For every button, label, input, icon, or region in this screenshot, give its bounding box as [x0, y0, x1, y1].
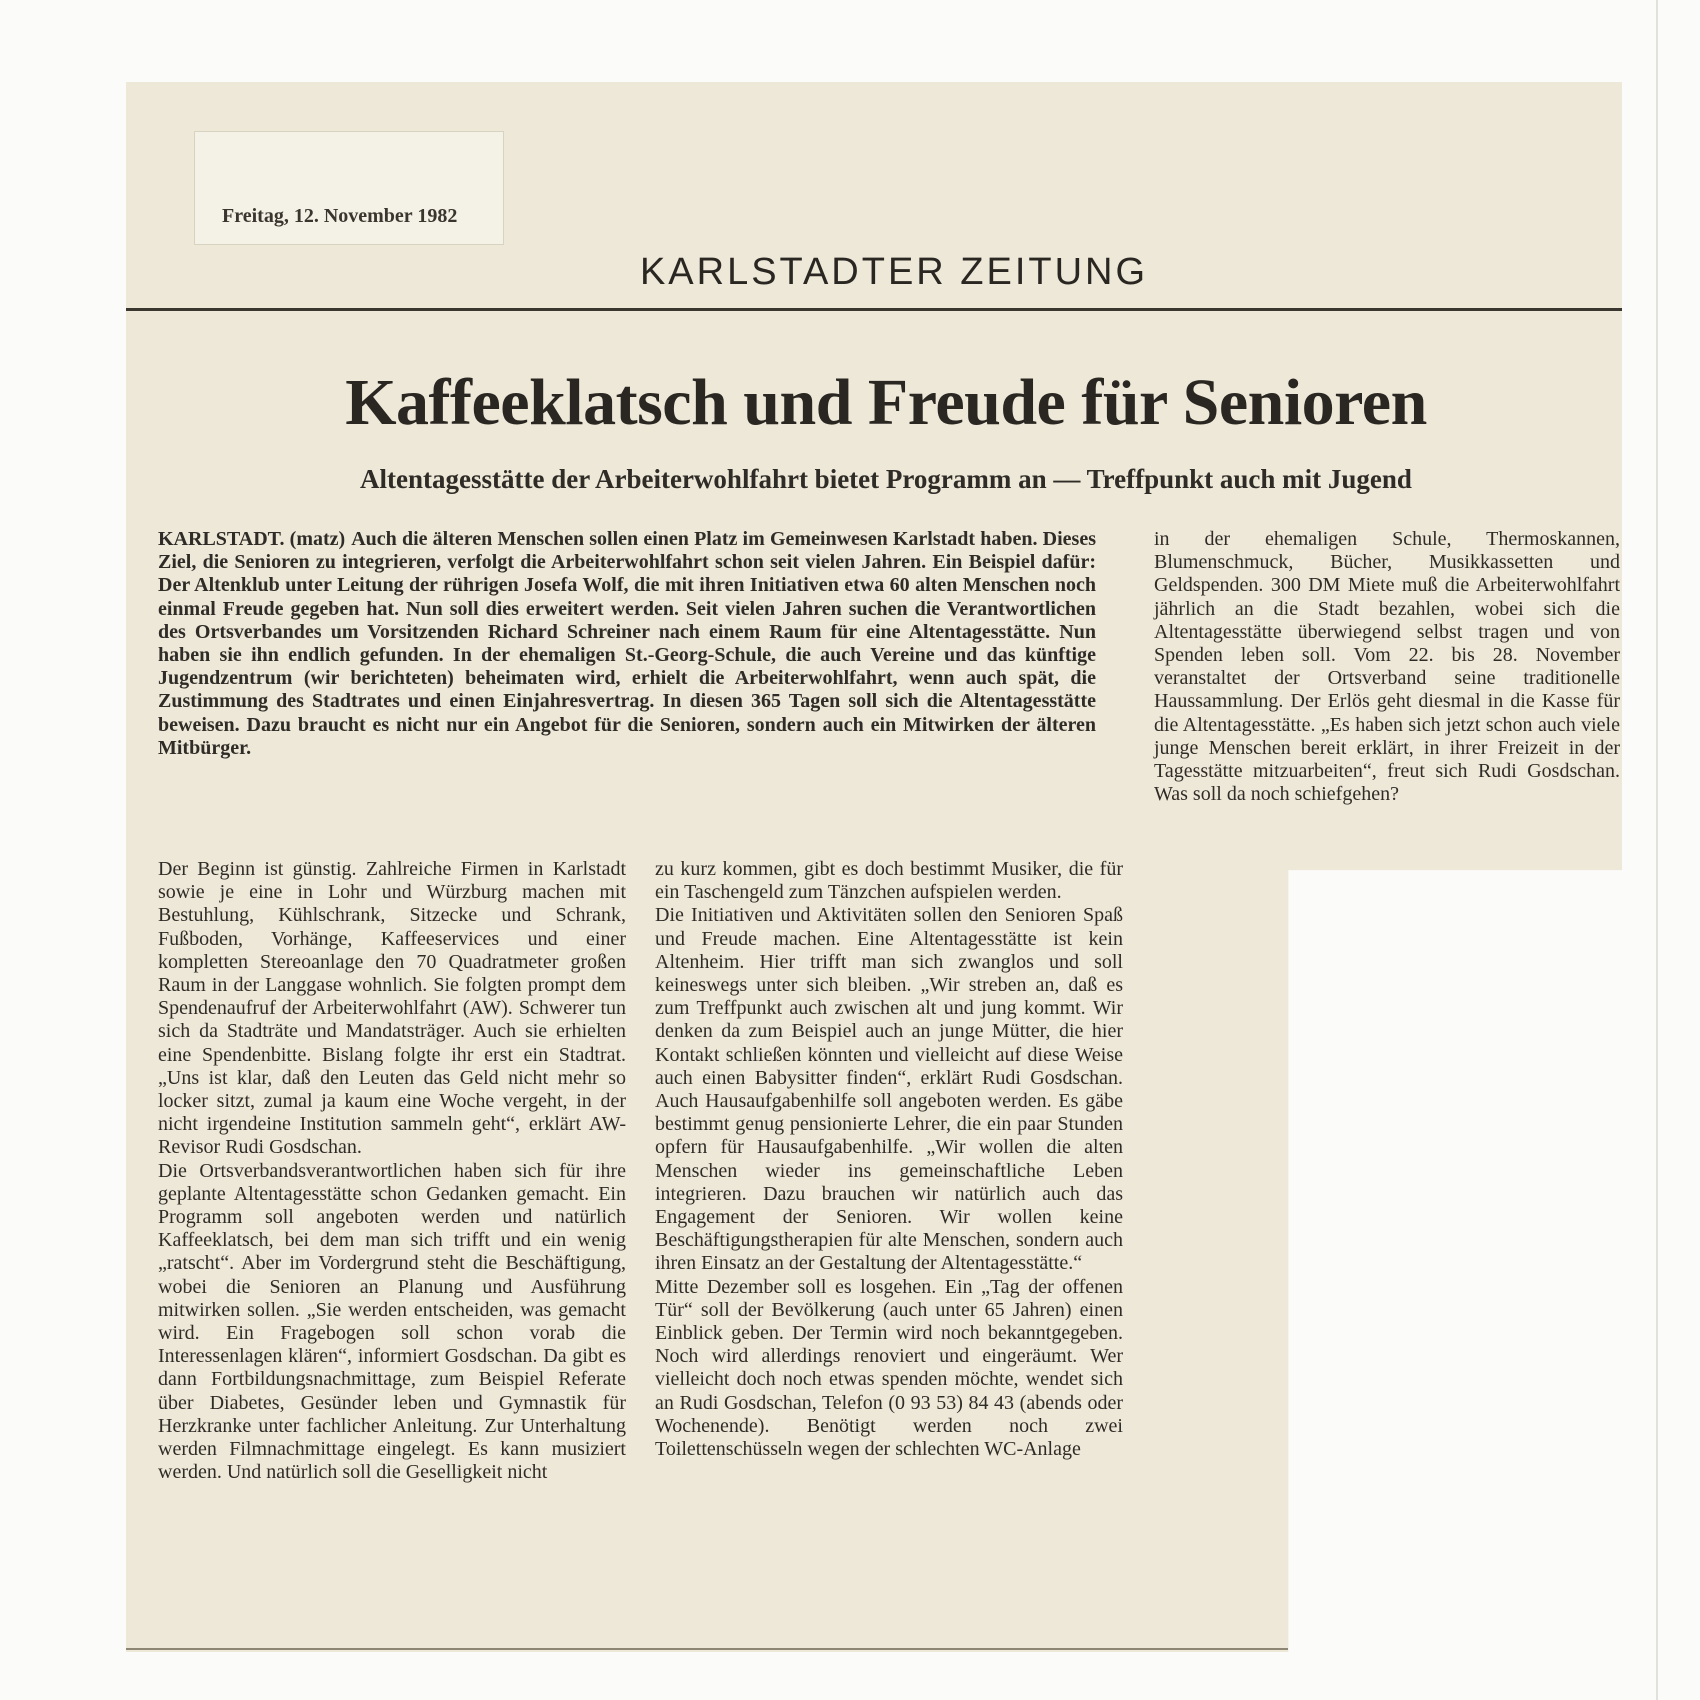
article-column-1	[158, 858, 626, 1484]
column-2-paragraph-3: Mitte Dezember soll es losgehen. Ein „Tag der offenen Tür“ soll der Bevölkerung (auch unter 65 Jahren) einen Einblick geben. Der Termin wird noch bekanntgegeben. Noch wird allerdings renoviert und eingeräumt. Wer vielleicht doch noch etwas spenden möchte, wendet sich an Rudi Gosdschan, Telefon (0 93 53) 84 43 (abends oder Wochenende). Benötigt werden noch zwei Toilettenschüsseln wegen der schlechten WC-Anlage	[655, 1275, 1123, 1461]
article-lead	[158, 528, 1096, 760]
lead-dateline: KARLSTADT. (matz)	[158, 528, 346, 550]
publication-date: Freitag, 12. November 1982	[222, 205, 458, 227]
column-1-paragraph-1: Der Beginn ist günstig. Zahlreiche Firmen in Karlstadt sowie je eine in Lohr und Würzburg machen mit Bestuhlung, Kühlschrank, Sitzecke und Schrank, Fußboden, Vorhänge, Kaffeeservices und einer kompletten Stereoanlage den 70 Quadratmeter großen Raum in der Langgase wohnlich. Sie folgten prompt dem Spendenaufruf der Arbeiterwohlfahrt (AW). Schwerer tun sich da Stadträte und Mandatsträger. Auch sie erhielten eine Spendenbitte. Bislang folgte ihr erst ein Stadtrat. „Uns ist klar, daß den Leuten das Geld nicht mehr so locker sitzt, zumal ja kaum eine Woche vergeht, in der nicht irgendeine Institution sammeln geht“, erklärt AW-Revisor Rudi Gosdschan.	[158, 858, 626, 1159]
article-column-3	[1154, 528, 1620, 806]
column-2-paragraph-2: Die Initiativen und Aktivitäten sollen den Senioren Spaß und Freude machen. Eine Altentagesstätte ist kein Altenheim. Hier trifft man sich zwanglos und soll keineswegs unter sich bleiben. „Wir streben an, daß es zum Treffpunkt auch zwischen alt und jung kommt. Wir denken da zum Beispiel auch an junge Mütter, die hier Kontakt schließen könnten und vielleicht auf diese Weise auch einen Babysitter finden“, erklärt Rudi Gosdschan. Auch Hausaufgabenhilfe soll angeboten werden. Es gäbe bestimmt genug pensionierte Lehrer, die ein paar Stunden opfern für Hausaufgabenhilfe. „Wir wollen die alten Menschen wieder ins gemeinschaftliche Leben integrieren. Dazu brauchen wir natürlich auch das Engagement der Senioren. Wir wollen keine Beschäftigungstherapien für alte Menschen, sondern auch ihren Einsatz an der Gestaltung der Altentagesstätte.“	[655, 904, 1123, 1275]
article-headline: Kaffeeklatsch und Freude für Senioren	[345, 366, 1427, 439]
clipping-bottom-edge	[126, 1648, 1288, 1650]
article-subheadline: Altentagesstätte der Arbeiterwohlfahrt bietet Programm an — Treffpunkt auch mit Jugend	[360, 464, 1412, 494]
column-2-paragraph-1: zu kurz kommen, gibt es doch bestimmt Musiker, die für ein Taschengeld zum Tänzchen aufspielen werden.	[655, 858, 1123, 904]
column-3-paragraph-1: in der ehemaligen Schule, Thermoskannen, Blumenschmuck, Bücher, Musikkassetten und Geldspenden. 300 DM Miete muß die Arbeiterwohlfahrt jährlich an die Stadt bezahlen, wobei sich die Altentagesstätte überwiegend selbst tragen und von Spenden leben soll. Vom 22. bis 28. November veranstaltet der Ortsverband seine traditionelle Haussammlung. Der Erlös geht diesmal in die Kasse für die Altentagesstätte. „Es haben sich jetzt schon auch viele junge Menschen bereit erklärt, in ihrer Freizeit in der Tagesstätte mitzuarbeiten“, freut sich Rudi Gosdschan. Was soll da noch schiefgehen?	[1154, 528, 1620, 806]
article-column-2	[655, 858, 1123, 1461]
newspaper-masthead: KARLSTADTER ZEITUNG	[639, 251, 1149, 293]
column-1-paragraph-2: Die Ortsverbandsverantwortlichen haben sich für ihre geplante Altentagesstätte schon Gedanken gemacht. Ein Programm soll angeboten werden und natürlich Kaffeeklatsch, bei dem man sich trifft und ein wenig „ratscht“. Aber im Vordergrund steht die Beschäftigung, wobei die Senioren an Planung und Ausführung mitwirken sollen. „Sie werden entscheiden, was gemacht wird. Ein Fragebogen soll schon vorab die Interessenlagen klären“, informiert Gosdschan. Da gibt es dann Fortbildungsnachmittage, zum Beispiel Referate über Diabetes, Gesünder leben und Gymnastik für Herzkranke unter fachlicher Anleitung. Zur Unterhaltung werden Filmnachmittage eingelegt. Es kann musiziert werden. Und natürlich soll die Geselligkeit nicht	[158, 1159, 626, 1484]
lead-text: Auch die älteren Menschen sollen einen Platz im Gemeinwesen Karlstadt haben. Dieses Ziel, die Senioren zu integrieren, verfolgt die Arbeiterwohlfahrt schon seit vielen Jahren. Ein Beispiel dafür: Der Altenklub unter Leitung der rührigen Josefa Wolf, die mit ihren Initiativen etwa 60 alten Menschen noch einmal Freude gegeben hat. Nun soll dies erweitert werden. Seit vielen Jahren suchen die Verantwortlichen des Ortsverbandes um Vorsitzenden Richard Schreiner nach einem Raum für eine Altentagesstätte. Nun haben sie ihn endlich gefunden. In der ehemaligen St.-Georg-Schule, die auch Vereine und das künftige Jugendzentrum (wir berichteten) beheimaten wird, erhielt die Arbeiterwohlfahrt, wenn auch spät, die Zustimmung des Stadtrates und einen Einjahresvertrag. In diesen 365 Tagen soll sich die Altentagesstätte beweisen. Dazu braucht es nicht nur ein Angebot für die Senioren, sondern auch ein Mitwirken der älteren Mitbürger.	[158, 528, 1096, 759]
masthead-rule	[126, 308, 1622, 311]
scan-background-edge	[1656, 0, 1658, 1700]
